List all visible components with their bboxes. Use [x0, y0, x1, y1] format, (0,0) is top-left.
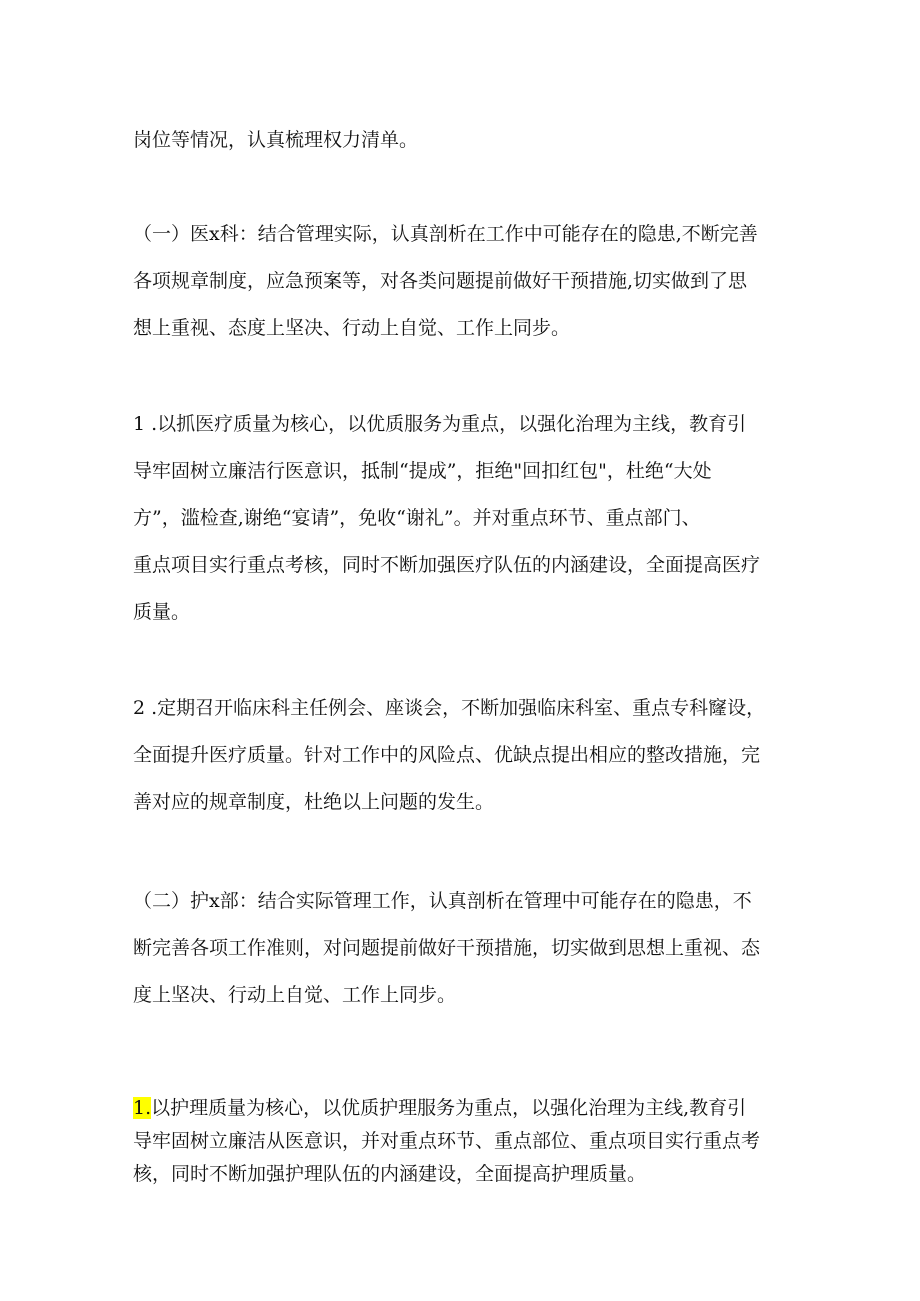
text-line: 度上坚决、行动上自觉、工作上同步。 [133, 984, 457, 1006]
text-line: 善对应的规章制度，杜绝以上问题的发生。 [133, 791, 495, 813]
paragraph-item-1 [133, 401, 801, 636]
text-line: 断完善各项工作准则，对问题提前做好干预措施，切实做到思想上重视、态 [133, 937, 761, 959]
paragraph-intro [133, 117, 801, 164]
text-line [133, 1092, 801, 1125]
text-line: 全面提升医疗质量。针对工作中的风险点、优缺点提出相应的整改措施，完 [133, 744, 761, 766]
text-line: （二）护x部：结合实际管理工作，认真剖析在管理中可能存在的隐患，不 [133, 890, 752, 912]
text-line: 方”，滥检查,谢绝“宴请”，免收“谢礼”。并对重点环节、重点部门、 [133, 507, 701, 529]
highlighted-number: 1. [133, 1097, 152, 1119]
paragraph-nursing-item-1 [133, 1092, 801, 1191]
text-line: （一）医x科：结合管理实际，认真剖析在工作中可能存在的隐患,不断完善 [133, 223, 758, 245]
text-line: 各项规章制度，应急预案等，对各类问题提前做好干预措施,切实做到了思 [133, 270, 748, 292]
paragraph-section-1 [133, 211, 801, 352]
text-line: 核，同时不断加强护理队伍的内涵建设，全面提高护理质量。 [133, 1163, 647, 1185]
text-line-rest: 以护理质量为核心，以优质护理服务为重点，以强化治理为主线,教育引 [151, 1097, 747, 1119]
text-line: 1 .以抓医疗质量为核心，以优质服务为重点，以强化治理为主线，教育引 [133, 413, 747, 435]
paragraph-item-2 [133, 685, 801, 826]
text-line: 2 .定期召开临床科主任例会、座谈会，不断加强临床科室、重点专科窿设， [133, 697, 766, 719]
text-line: 导牢固树立廉洁行医意识，抵制“提成”，拒绝"回扣红包"，杜绝“大处 [133, 460, 712, 482]
paragraph-section-2 [133, 878, 801, 1019]
text-line: 重点项目实行重点考核，同时不断加强医疗队伍的内涵建设，全面提高医疗 [133, 554, 761, 576]
text-line: 想上重视、态度上坚决、行动上自觉、工作上同步。 [133, 317, 571, 339]
text-line: 岗位等情况，认真梳理权力清单。 [133, 129, 419, 151]
text-line: 导牢固树立廉洁从医意识，并对重点环节、重点部位、重点项目实行重点考 [133, 1130, 761, 1152]
text-line: 质量。 [133, 601, 191, 623]
